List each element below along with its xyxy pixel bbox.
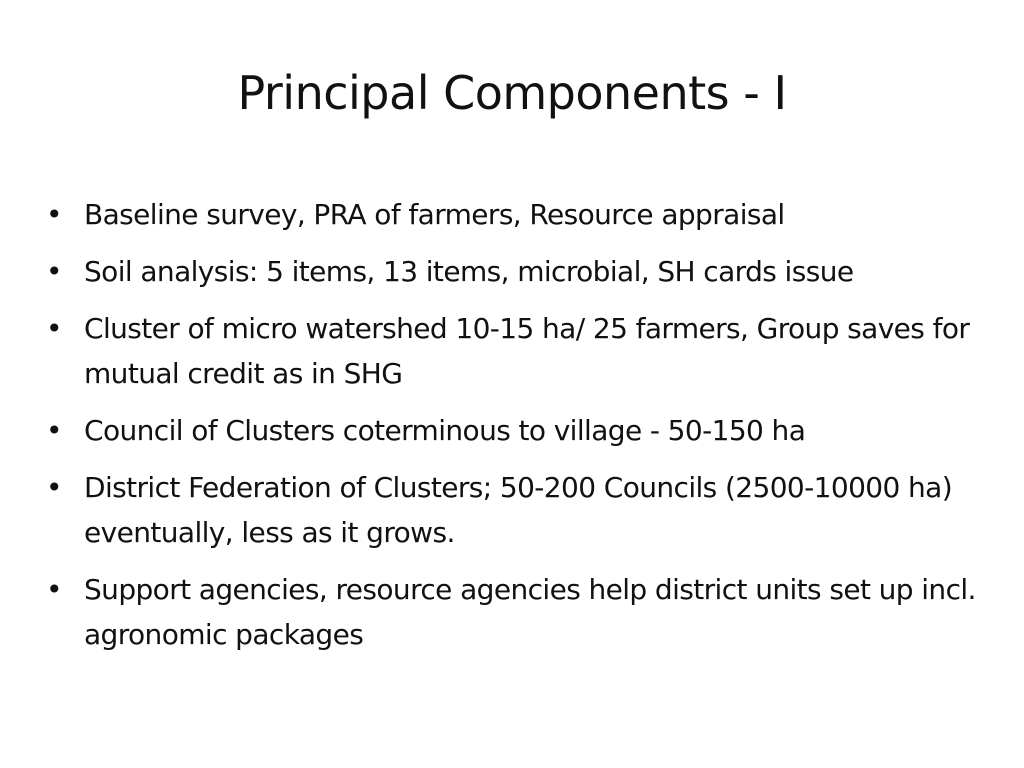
bullet-item: [46, 192, 1006, 237]
bullet-dot-icon: •: [46, 198, 62, 231]
bullet-dot-icon: •: [46, 573, 62, 606]
slide-title: Principal Components - I: [237, 66, 787, 120]
bullet-text: Baseline survey, PRA of farmers, Resource appraisal: [84, 198, 785, 231]
bullet-dot-icon: •: [46, 414, 62, 447]
bullet-item: [46, 567, 1006, 657]
bullet-dot-icon: •: [46, 255, 62, 288]
bullet-text: Council of Clusters coterminous to village - 50-150 ha: [84, 414, 806, 447]
bullet-item: [46, 306, 1006, 396]
bullet-dot-icon: •: [46, 471, 62, 504]
bullet-text: Soil analysis: 5 items, 13 items, microbial, SH cards issue: [84, 255, 854, 288]
bullet-text: Cluster of micro watershed 10-15 ha/ 25 farmers, Group saves for mutual credit as in SHG: [84, 312, 970, 390]
bullet-text: District Federation of Clusters; 50-200 Councils (2500-10000 ha) eventually, less as it grows.: [84, 471, 953, 549]
bullet-text: Support agencies, resource agencies help district units set up incl. agronomic packages: [84, 573, 976, 651]
bullet-dot-icon: •: [46, 312, 62, 345]
bullet-list: [46, 192, 1006, 669]
bullet-item: [46, 408, 1006, 453]
bullet-item: [46, 465, 1006, 555]
bullet-item: [46, 249, 1006, 294]
